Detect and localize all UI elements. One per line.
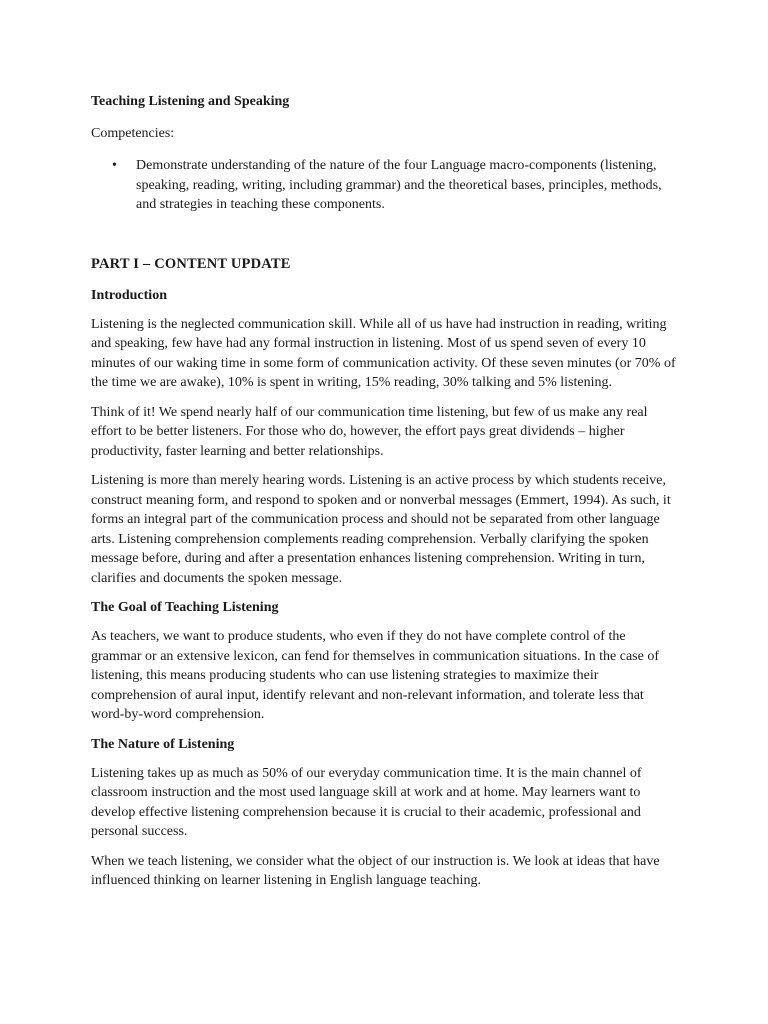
paragraph: Listening is more than merely hearing words. Listening is an active process by which students receive, construct meaning form, and respond to spoken and or nonverbal messages (Emmert, 1994). As such, it forms an integral part of the communication process and should not be separated from other language arts. Listening comprehension complements reading comprehension. Verbally clarifying the spoken message before, during and after a presentation enhances listening comprehension. Writing in turn, clarifies and documents the spoken message. bbox=[91, 473, 671, 586]
document-title: Teaching Listening and Speaking bbox=[91, 94, 290, 109]
paragraph: As teachers, we want to produce students, who even if they do not have complete control of the grammar or an extensive lexicon, can fend for themselves in communication situations. In the case of listening, this means producing students who can use listening strategies to maximize their comprehension of aural input, identify relevant and non-relevant information, and tolerate less that word-by-word comprehension. bbox=[91, 629, 659, 722]
bullet-icon: • bbox=[112, 158, 117, 173]
competencies-label: Competencies: bbox=[91, 126, 175, 141]
paragraph: When we teach listening, we consider what the object of our instruction is. We look at ideas that have influenced thinking on learner listening in English language teaching. bbox=[91, 853, 660, 888]
part-heading: PART I – CONTENT UPDATE bbox=[91, 255, 291, 272]
document-page bbox=[91, 92, 676, 901]
paragraph: Listening takes up as much as 50% of our everyday communication time. It is the main channel of classroom instruction and the most used language skill at work and at home. May learners want to develop effective listening comprehension because it is crucial to their academic, professional and personal success. bbox=[91, 765, 642, 839]
section-heading-nature: The Nature of Listening bbox=[91, 736, 235, 752]
paragraph: Listening is the neglected communication skill. While all of us have had instruction in reading, writing and speaking, few have had any formal instruction in listening. Most of us spend seven of every 10 minutes of our waking time in some form of communication activity. Of these seven minutes (or 70% of the time we are awake), 10% is spent in writing, 15% reading, 30% talking and 5% listening. bbox=[91, 316, 676, 390]
paragraph: Think of it! We spend nearly half of our communication time listening, but few of us make any real effort to be better listeners. For those who do, however, the effort pays great dividends – higher productivity, faster learning and better relationships. bbox=[91, 404, 648, 459]
section-heading-introduction: Introduction bbox=[91, 287, 167, 303]
list-item bbox=[91, 156, 676, 215]
competencies-list bbox=[91, 156, 676, 215]
section-heading-goal: The Goal of Teaching Listening bbox=[91, 600, 279, 615]
competency-text: Demonstrate understanding of the nature of the four Language macro-components (listening, speaking, reading, writing, including grammar) and the theoretical bases, principles, methods, and strategies in teaching these components. bbox=[136, 158, 662, 212]
